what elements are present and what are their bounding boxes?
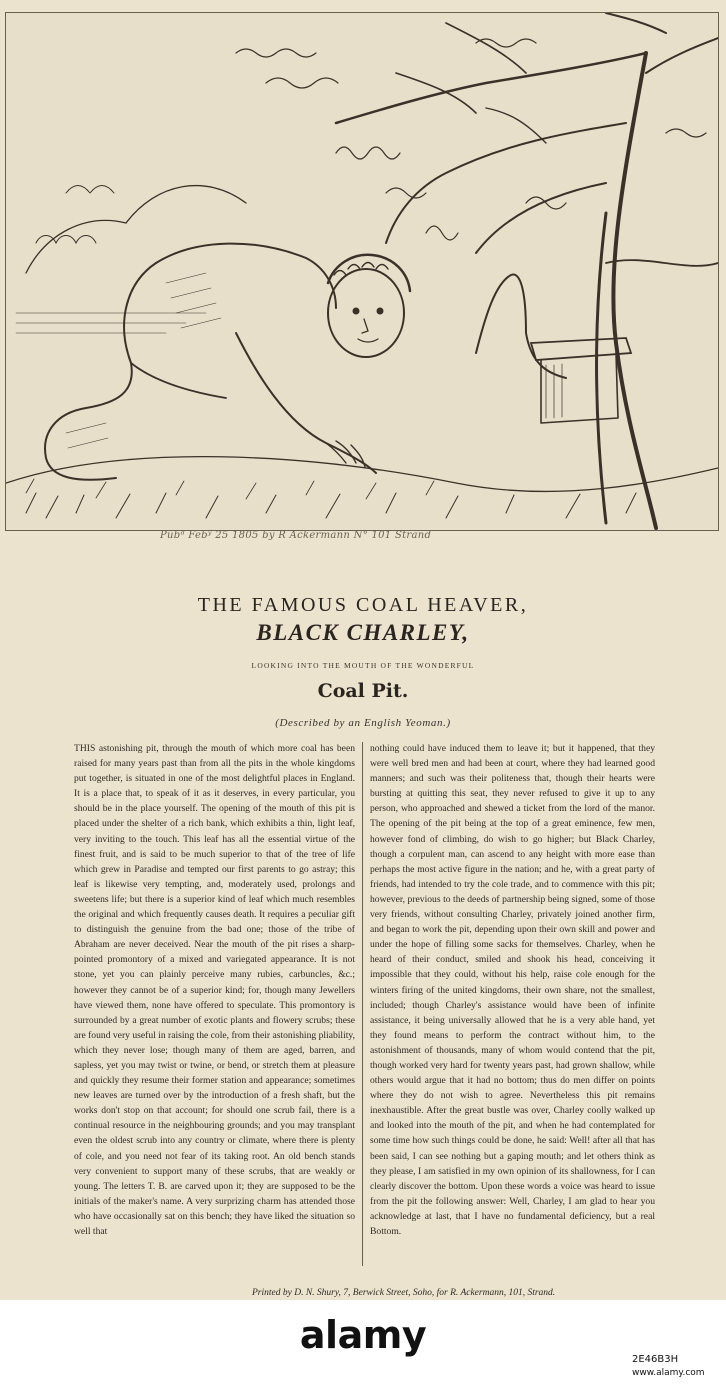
watermark-image-id: 2E46B3H [632,1354,679,1365]
subtitle: (Described by an English Yeoman.) [275,717,451,729]
text-column-right: nothing could have induced them to leave it; but it happened, that they were well bred men and had been at court, where they had learned good manners; and such was their politeness that, though their hearts were bursting at quitting this seat, they never refused to give it up to any person, who approached and shewed a ticket from the lord of the manor. The opening of the pit being at the top of a great eminence, few men, however fond of climbing, do wish to go higher; but Black Charley, though a corpulent man, can ascend to any height with more ease than perhaps the most active figure in the nation; and he, with a great party of friends, had intended to try the cole trade, and to commence with this pit; however, previous to the deeds of partnership being signed, some of those very friends, without consulting Charley, privately joined another firm, and began to work the pit, depending upon their own skill and power and under the hope of filling some sacks for themselves. Charley, when he heard of their conduct, smiled and shook his head, conceiving it impossible that they could, without his help, raise cole enough for the winters firing of the united kingdoms, their own share, not the smallest, included; though Charley's assistance would have been of infinite assistance, it being universally allowed that he is a very able hand, yet they found means to perform the contract without him, to the astonishment of thousands, many of whom would contend that the pit, though worked very hard for twenty years past, had grown shallow, while others would argue that it had no bottom; thus do men differ on points where they do not wish to agree. Nevertheless this pit remains inexhaustible. After the great bustle was over, Charley coolly walked up and looked into the mouth of the pit, and when he had contemplated for some time how such things could be done, he said: Well! after all that has been said, I can see nothing but a gaping mouth; and let others think as they please, I am satisfied in my own opinion of its shallowness, for I can clearly discover the bottom. Upon these words a voice was heard to issue from the pit the following answer: Well, Charley, I am glad to hear you acknowledge at last, that I have no fundamental deficiency, but a real Bottom. [370,743,655,1237]
watermark-url: www.alamy.com [632,1368,705,1378]
title-line-3: LOOKING INTO THE MOUTH OF THE WONDERFUL [251,661,475,670]
plate-imprint: Pubᵈ Febʸ 25 1805 by R Ackermann N° 101 Strand [160,530,432,541]
printer-credit: Printed by D. N. Shury, 7, Berwick Street, Soho, for R. Ackermann, 101, Strand. [252,1288,556,1298]
text-column-left: THIS astonishing pit, through the mouth of which more coal has been raised for many years past than from all the pits in the whole kingdoms put together, is situated in one of the most delightful places in England. It is a place that, to speak of it as it deserves, in every particular, you should be in the place yourself. The opening of the mouth of this pit is placed under the shelter of a rich bank, which exhibits a thin, light leaf, very inviting to the touch. This leaf has all the essential virtue of the finest fruit, and is said to be much superior to that of the tree of life which grew in Paradise and tempted our first parents to go astray; this leaf is likewise very tempting, and, moderately used, prolongs and sweetens life; but there is a superior kind of leaf which much resembles the original and which frequently causes death. It requires a peculiar gift to distinguish the genuine from the bad one; those of the tribe of Abraham are never deceived. Near the mouth of the pit rises a sharp-pointed promontory of a mixed and variegated appearance. It is not stone, yet you can plainly perceive many rubies, carbuncles, &c.; however they cannot be of a superior kind; for, though many Jewellers have viewed them, none have offered to speculate. This promontory is surrounded by a great number of exotic plants and flowery scrubs; these are found very useful in raising the cole, from their astonishing pliability, which they never lose; though many of them are aged, barren, and sapless, yet you may twist or twine, or bend, or stretch them at pleasure and quickly they resume their former station and appearance; sometimes new leaves are turned over by the introduction of a fresh shaft, but the works don't stop on that account; for should one scrub fail, there is a continual resource in the neighbouring grounds; and you may transplant even the oldest scrub into any country or climate, where there is plenty of cole, and you need not fear of its taking root. An old bench stands very convenient to support many of these scrubs, that are weakly or young. The letters T. B. are carved upon it; they are supposed to be the initials of the maker's name. A very surprizing charm has attended those who have occasionally sat on this bench; they have liked the situation so well that [74,743,355,1237]
etched-illustration [5,12,719,531]
column-divider [362,742,363,1266]
etching-drawing [6,13,718,530]
title-line-4: Coal Pit. [317,680,409,702]
title-line-2: BLACK CHARLEY, [256,620,470,645]
watermark-logo: alamy [299,1313,427,1357]
title-line-1: THE FAMOUS COAL HEAVER, [197,594,529,616]
